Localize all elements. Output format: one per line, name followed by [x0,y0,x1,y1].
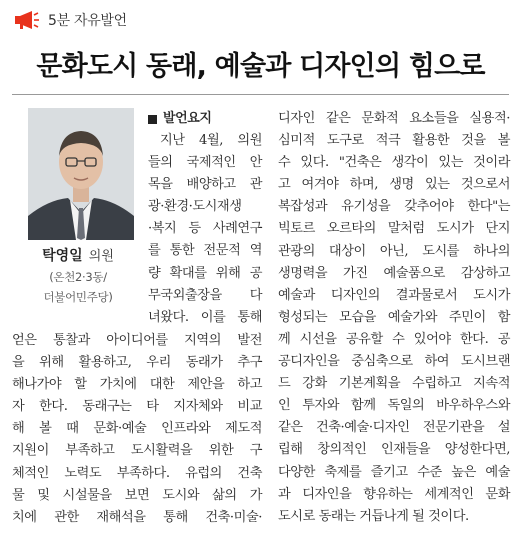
body-line: 무국외출장을 다 [148,287,262,303]
author-photo [28,108,134,240]
body-line: 립해 창의적인 인재들을 양성한다면, [278,442,510,458]
body-line: 관광의 대상이 아닌, 도시를 하나의 [278,243,510,259]
body-line: 을 위해 활용하고, 우리 동래가 추구 [12,355,262,371]
body-line: 복잡성과 유기성을 갖추어야 한다"는 [278,199,510,215]
body-line: 고 여겨야 하며, 생명 있는 것으로서 [278,177,510,193]
body-line: ·복지 등 사례연구 [148,221,262,237]
body-line: 량 확대를 위해 공 [148,265,262,281]
body-line: 심미적 도구로 적극 활용한 것을 볼 [278,133,510,149]
body-line: 공디자인을 중심축으로 하여 도시브랜 [278,354,510,370]
body-line: 생명력을 가진 예술품으로 감상하고 [278,265,510,281]
body-line: 광·환경·도시재생 [148,199,242,215]
title-divider [12,94,509,95]
body-column-short [148,108,262,329]
body-line: 예술과 디자인의 결과물로서 도시가 [278,287,510,303]
author-district: (온천2·3동/ [49,270,107,284]
body-line: 도시로 동래는 거듭나게 될 것이다. [278,508,469,524]
section-label: 5분 자유발언 [48,13,127,29]
body-line: 지원이 부족하고 도시활력을 위한 구 [12,443,262,459]
body-line: 물 및 시설물을 보면 도시와 삶의 가 [12,487,262,503]
summary-heading [148,108,262,130]
body-line: 과 디자인을 향유하는 세계적인 문화 [278,486,510,502]
square-bullet-icon [148,115,157,124]
body-line: 디자인 같은 문화적 요소들을 실용적· [278,111,510,126]
body-line: 치에 관한 재해석을 통해 건축·미술· [12,509,262,525]
section-header [14,6,127,34]
body-line: 같은 건축·예술·디자인 전문기관을 설 [278,420,510,436]
body-line: 자 한다. 동래구는 타 지자체와 비교 [12,399,262,415]
author-caption [10,246,146,307]
body-line: 체적인 노력도 부족하다. 유럽의 건축 [12,465,262,481]
body-column-right [278,108,510,528]
author-role: 의원 [88,249,114,264]
author-party: 더불어민주당) [43,290,113,304]
article-title: 문화도시 동래, 예술과 디자인의 힘으로 [36,51,485,82]
body-line: 녀왔다. 이를 통해 [148,309,262,325]
body-line: 해 볼 때 문화·예술 인프라와 제도적 [12,421,262,437]
body-line: 다양한 축제를 즐기고 수준 높은 예술 [278,464,510,480]
author-name: 탁영일 [42,248,83,264]
body-line: 형성되는 모습을 예술가와 주민이 함 [278,309,510,325]
summary-label: 발언요지 [163,110,212,126]
body-line: 께 시선을 공유할 수 있어야 한다. 공 [278,331,510,347]
body-line: 수 있다. "건축은 생각이 있는 것이라 [278,155,510,171]
body-line: 해나가야 할 가치에 대한 제안을 하고 [12,377,262,393]
body-line: 들의 국제적인 안 [148,155,262,171]
megaphone-icon [14,10,40,30]
body-line: 빅토르 오르타의 말처럼 도시가 단지 [278,221,510,237]
body-line: 얻은 통찰과 아이디어를 지역의 발전 [12,333,262,348]
body-line: 인 투자와 함께 독일의 바우하우스와 [278,398,510,414]
body-line: 를 통한 전문적 역 [148,243,262,259]
body-line: 지난 4월, 의원 [160,133,262,148]
body-line: 드 강화 기본계획을 수립하고 지속적 [278,376,510,392]
body-column-left [12,330,262,529]
body-line: 목을 배양하고 관 [148,177,262,193]
